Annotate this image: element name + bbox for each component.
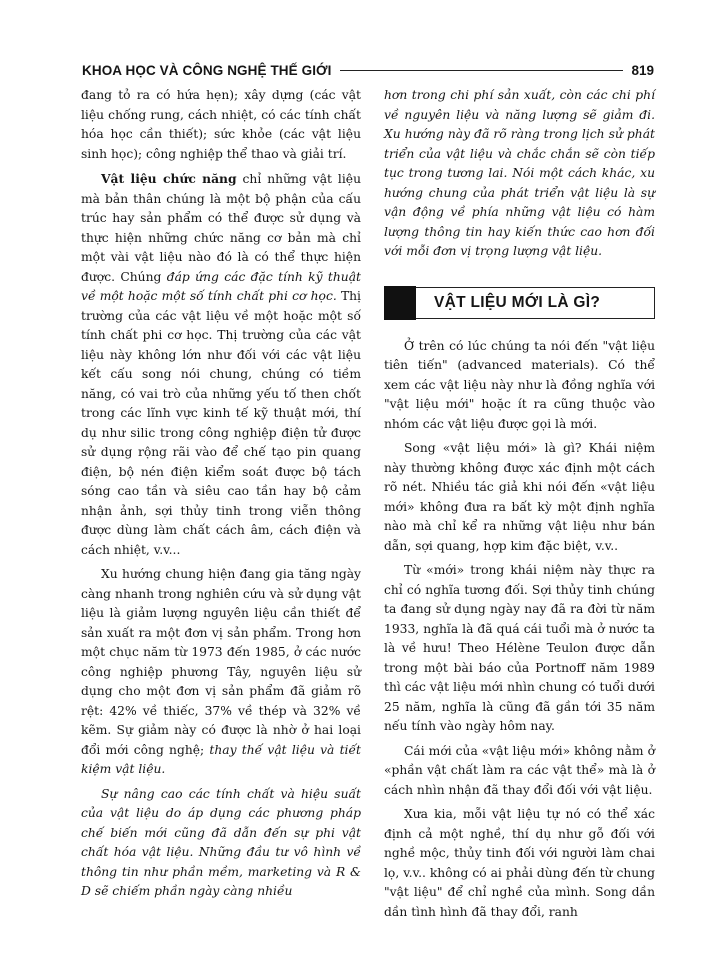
paragraph: Từ «mới» trong khái niệm này thực ra chỉ có nghĩa tương đối. Sợi thủy tinh chúng ta đang sử dụng ngày nay đã ra đời từ năm 1933, nghĩa là đã quá cái tuổi mà ở nước ta là về hưu! Theo Hélène Teulon được dẫn trong một bài báo của Portnoff năm 1989 thì các vật liệu mới nhìn chung có tuổi dưới 25 năm, nghĩa là cũng đã gần tới 35 năm nếu tính vào ngày hôm nay. — [384, 563, 655, 733]
paragraph: Song «vật liệu mới» là gì? Khái niệm này thường không được xác định một cách rõ nét. Nhiều tác giả khi nói đến «vật liệu mới» không đưa ra bất kỳ một định nghĩa nào mà chỉ kể ra những vật liệu như bán dẫn, sợi quang, hợp kim đặc biệt, v.v.. — [384, 441, 655, 553]
paragraph: Xưa kia, mỗi vật liệu tự nó có thể xác định cả một nghề, thí dụ như gỗ đối với nghề mộc, thủy tinh đối với người làm chai lọ, v.v.. không có ai phải dùng đến từ chung "vật liệu" để chỉ nghề của mình. Song dần dần tình hình đã thay đổi, ranh — [384, 807, 655, 919]
emphasis: đáp ứng các đặc tính kỹ thuật về một hoặc một số tính chất phi cơ học. — [81, 269, 361, 303]
left-column — [81, 86, 361, 902]
section-title: VẬT LIỆU MỚI LÀ GÌ? — [434, 293, 601, 311]
header-rule — [340, 70, 624, 71]
paragraph: đang tỏ ra có hứa hẹn); xây dựng (các vật liệu chống rung, cách nhiệt, có các tính chất hóa học cần thiết); sức khỏe (các vật liệu sinh học); công nghiệp thể thao và giải trí. — [81, 88, 361, 161]
running-header — [82, 59, 654, 81]
paragraph — [81, 785, 361, 902]
heading-marker — [384, 286, 416, 320]
emphasis: hơn trong chi phí sản xuất, còn các chi phí về nguyên liệu và năng lượng sẽ giảm đi. Xu hướng này đã rõ ràng trong lịch sử phát triển của vật liệu và chắc chắn sẽ còn tiếp tục trong tương lai. Nói một cách khác, xu hướng chung của phát triển vật liệu là sự vận động về phía những vật liệu có hàm lượng thông tin hay kiến thức cao hơn đối với mỗi đơn vị trọng lượng vật liệu. — [384, 88, 655, 258]
paragraph: Xu hướng chung hiện đang gia tăng ngày càng nhanh trong nghiên cứu và sử dụng vật liệu là giảm lượng nguyên liệu cần thiết để sản xuất ra một đơn vị sản phẩm. Trong hơn một chục năm từ 1973 đến 1985, ở các nước công nghiệp phương Tây, nguyên liệu sử dụng cho một đơn vị sản phẩm đã giảm rõ rệt: 42% về thiếc, 37% về thép và 32% về kẽm. Sự giảm này có được là nhờ ở hai loại đổi mới công nghệ; thay thế vật liệu và tiết kiệm vật liệu. — [81, 567, 361, 776]
right-column — [384, 86, 655, 922]
paragraph — [384, 86, 655, 262]
section-heading — [384, 286, 655, 320]
header-title: KHOA HỌC VÀ CÔNG NGHỆ THẾ GIỚI — [82, 62, 332, 78]
page-number: 819 — [631, 62, 654, 78]
paragraph: Cái mới của «vật liệu mới» không nằm ở «phần vật chất làm ra các vật thể» mà là ở cách nhìn nhận đã thay đổi đối với vật liệu. — [384, 743, 655, 797]
emphasis: Sự nâng cao các tính chất và hiệu suất của vật liệu do áp dụng các phương pháp chế biến mới cũng đã dẫn đến sự phi vật chất hóa vật liệu. Những đầu tư vô hình về thông tin như phần mềm, marketing và R & D sẽ chiếm phần ngày càng nhiều — [81, 786, 361, 898]
paragraph-functional-materials: Vật liệu chức năng chỉ những vật liệu mà bản thân chúng là một bộ phận của cấu trúc hay sản phẩm có thể được sử dụng và thực hiện những chức năng cơ bản mà chỉ một vài vật liệu nào đó là có thể thực hiện được. Chúng đáp ứng các đặc tính kỹ thuật về một hoặc một số tính chất phi cơ học. Thị trường của các vật liệu về một hoặc một số tính chất phi cơ học. Thị trường của các vật liệu này không lớn như đối với các vật liệu kết cấu song nói chung, chúng có tiềm năng, có vai trò của những yếu tố then chốt trong các lĩnh vực kinh tế kỹ thuật mới, thí dụ như silic trong công nghiệp điện tử được sử dụng rộng rãi vào để chế tạo pin quang điện, bộ nén điện kiểm soát được bộ tách sóng cao tần và siêu cao tần hay bộ cảm nhận ảnh, sợi thủy tinh trong viễn thông được dùng làm chất cách âm, cách điện và cách nhiệt, v.v... — [81, 171, 361, 557]
term-functional-materials: Vật liệu chức năng — [101, 171, 237, 186]
heading-box — [416, 287, 655, 319]
emphasis: thay thế vật liệu và tiết kiệm vật liệu. — [81, 742, 361, 776]
paragraph: Ở trên có lúc chúng ta nói đến "vật liệu tiên tiến" (advanced materials). Có thể xem các vật liệu này như là đồng nghĩa với "vật liệu mới" hoặc ít ra cũng thuộc vào nhóm các vật liệu được gọi là mới. — [384, 338, 655, 431]
